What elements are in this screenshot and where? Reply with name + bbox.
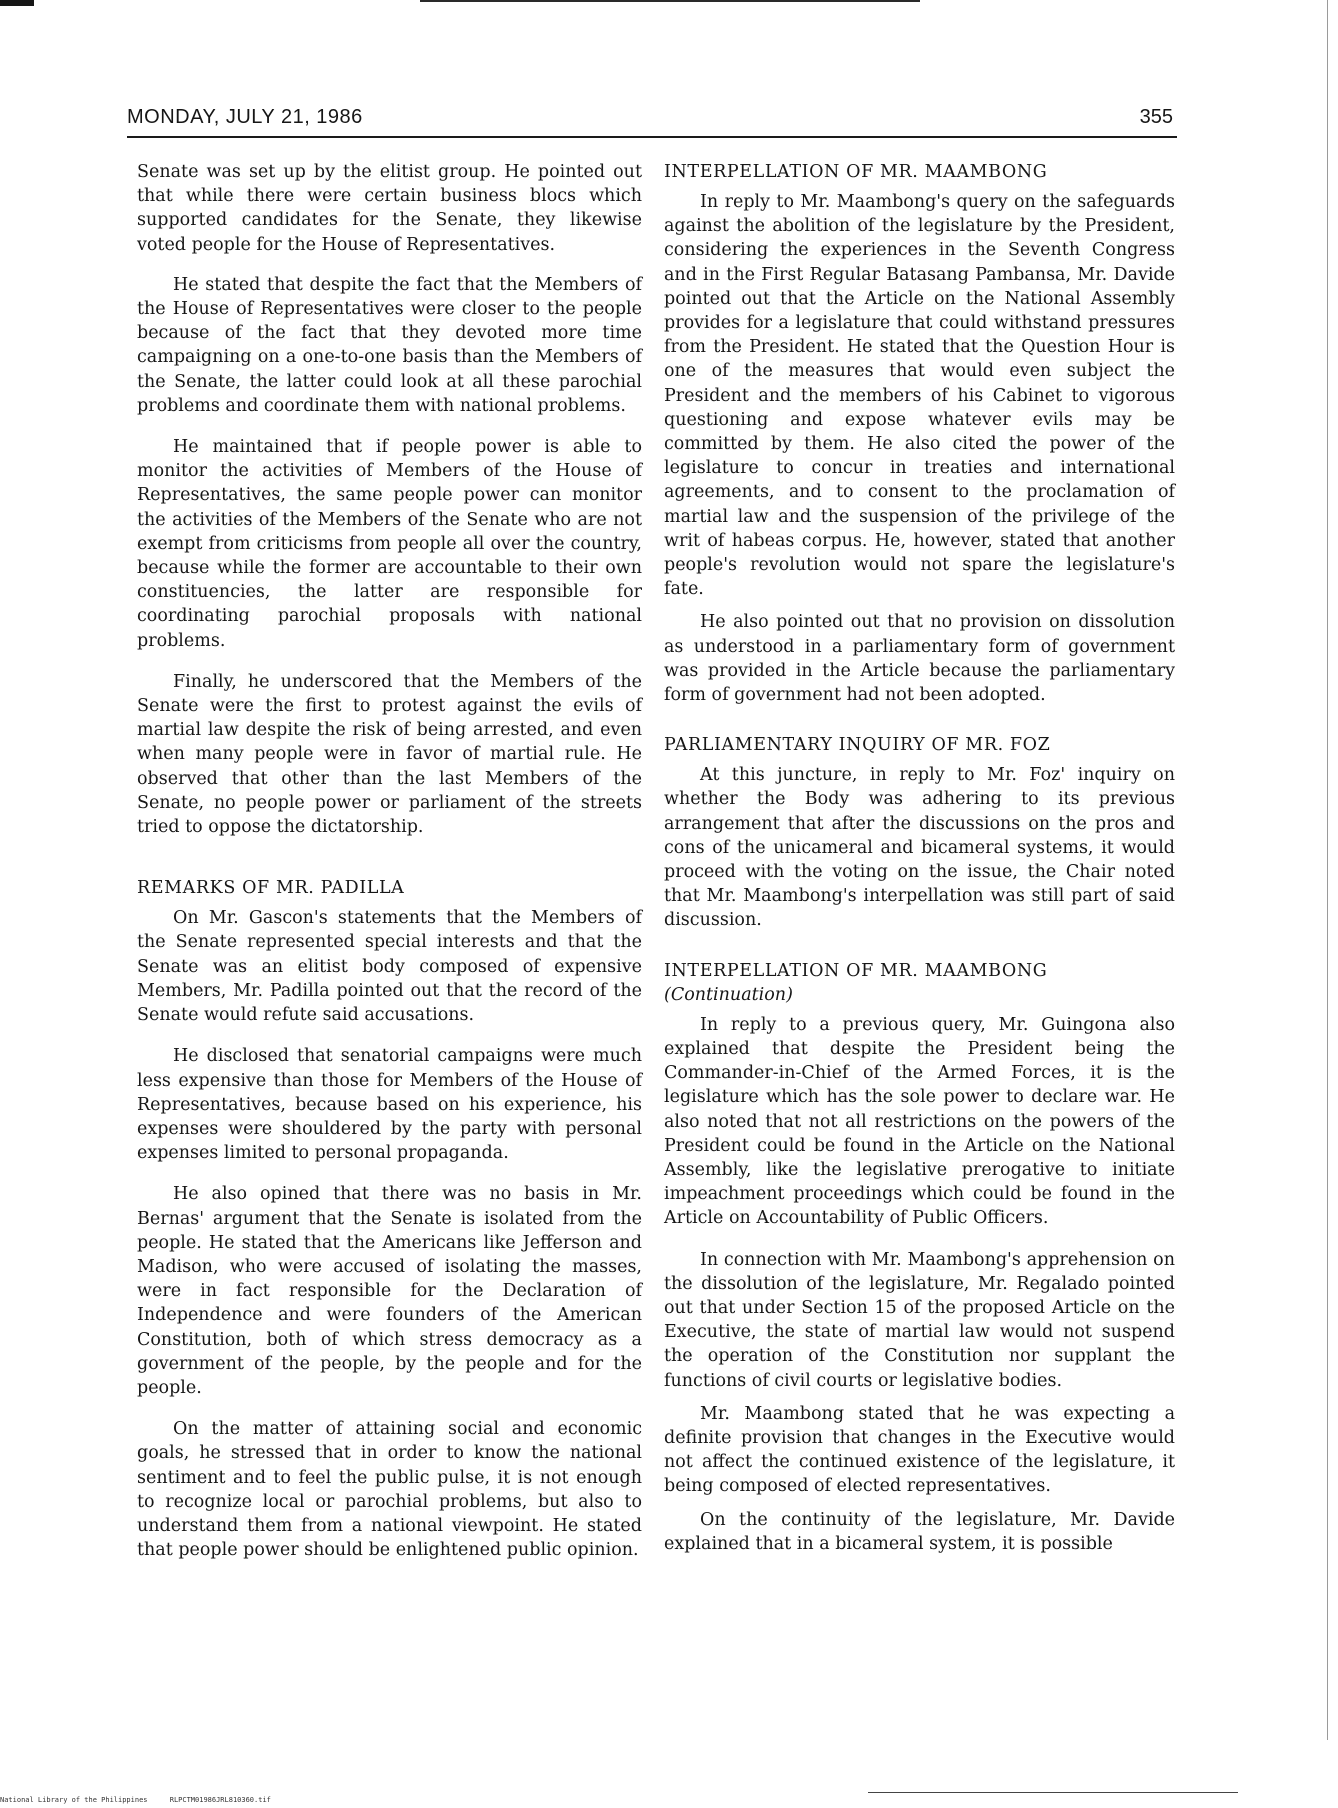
scan-edge-mark [0,0,34,6]
bottom-scan-rule [868,1792,1238,1793]
right-paragraph-3: At this juncture, in reply to Mr. Foz' inquiry on whether the Body was adhering to its previous arrangement that after the discussions on the pros and cons of the unicameral and bicameral systems, it would proceed with the voting on the issue, the Chair noted that Mr. Maambong's interpellation was still part of said discussion. [664,765,1175,931]
header-rule [127,136,1177,138]
right-paragraph-6: Mr. Maambong stated that he was expecting a definite provision that changes in the Executive would not affect the continued existence of the legislature, it being composed of elected representatives. [664,1403,1175,1497]
left-paragraph-8: On the matter of attaining social and economic goals, he stressed that in order to know the national sentiment and to feel the public pulse, it is not enough to recognize local or parochial problems, but also to understand them from a national viewpoint. He stated that people power should be enlightened public opinion. [137,1419,642,1561]
heading-interpellation-maambong: INTERPELLATION OF MR. MAAMBONG [664,162,1048,182]
right-paragraph-4: In reply to a previous query, Mr. Guingona also explained that despite the President being the Commander-in-Chief of the Armed Forces, it is the legislature which has the sole power to declare war. He also noted that not all restrictions on the powers of the President could be found in the Article on the National Assembly, like the legislative prerogative to initiate impeachment proceedings which could be found in the Article on Accountability of Public Officers. [664,1014,1175,1229]
left-paragraph-7: He also opined that there was no basis in Mr. Bernas' argument that the Senate is isolated from the people. He stated that the Americans like Jefferson and Madison, who were accused of isolating the masses, were in fact responsible for the Declaration of Independence and were founders of the American Constitution, both of which stress democracy as a government of the people, by the people and for the people. [137,1184,642,1398]
right-paragraph-5: In connection with Mr. Maambong's apprehension on the dissolution of the legislature, Mr. Regalado pointed out that under Section 15 of the proposed Article on the Executive, the state of martial law would not suspend the operation of the Constitution nor supplant the functions of civil courts or legislative bodies. [664,1249,1175,1391]
page-number: 355 [1139,106,1173,128]
left-paragraph-2: He stated that despite the fact that the Members of the House of Representatives were closer to the people because of the fact that they devoted more time campaigning on a one-to-one basis than the Members of the Senate, the latter could look at all these parochial problems and coordinate them with national problems. [137,274,642,416]
left-paragraph-4: Finally, he underscored that the Members of the Senate were the first to protest against the evils of martial law despite the risk of being arrested, and even when many people were in favor of martial rule. He observed that other than the last Members of the Senate, no people power or parliament of the streets tried to oppose the dictatorship. [137,671,642,838]
running-head-date: MONDAY, JULY 21, 1986 [127,106,363,128]
footer-library: National Library of the Philippines [0,1796,148,1804]
top-scan-rule [420,0,920,2]
heading-remarks-padilla: REMARKS OF MR. PADILLA [137,878,405,899]
section-gap [137,856,642,876]
scan-footer [0,1796,289,1804]
heading-parliamentary-inquiry-foz: PARLIAMENTARY INQUIRY OF MR. FOZ [664,735,1051,756]
heading-interpellation-maambong-continued: INTERPELLATION OF MR. MAAMBONG [664,960,1048,981]
right-paragraph-1: In reply to Mr. Maambong's query on the safeguards against the abolition of the legislature by the President, considering the experiences in the Seventh Congress and in the First Regular Batasang Pambansa, Mr. Davide pointed out that the Article on the National Assembly provides for a legislature that could withstand pressures from the President. He stated that the Question Hour is one of the measures that would even subject the President and the members of his Cabinet to vigorous questioning and expose whatever evils may be committed by them. He also cited the power of the legislature to concur in treaties and international agreements, and to consent to the proclamation of martial law and the suspension of the privilege of the writ of habeas corpus. He, however, stated that another people's revolution would not spare the legislature's fate. [664,192,1175,600]
right-paragraph-2: He also pointed out that no provision on dissolution as understood in a parliamentary form of government was provided in the Article because the parliamentary form of government had not been adopted. [664,612,1175,706]
footer-file-id: RLPCTM01986JRL810360.tif [169,1796,271,1804]
page-header [127,106,1173,136]
left-paragraph-1: Senate was set up by the elitist group. He pointed out that while there were certain business blocs which supported candidates for the Senate, they likewise voted people for the House of Representatives. [137,162,642,255]
right-column [664,160,1175,1565]
right-paragraph-7: On the continuity of the legislature, Mr. Davide explained that in a bicameral system, it is possible [664,1509,1175,1554]
right-scan-edge [1327,0,1328,1740]
left-paragraph-5: On Mr. Gascon's statements that the Members of the Senate represented special interests and that the Senate was an elitist body composed of expensive Members, Mr. Padilla pointed out that the record of the Senate would refute said accusations. [137,908,642,1026]
left-paragraph-3: He maintained that if people power is able to monitor the activities of Members of the House of Representatives, the same people power can monitor the activities of the Members of the Senate who are not exempt from criticisms from people all over the country, because while the former are accountable to their own constituencies, the latter are responsible for coordinating parochial proposals with national problems. [137,437,642,651]
left-column [137,160,642,1579]
continuation-label: (Continuation) [664,984,793,1005]
left-paragraph-6: He disclosed that senatorial campaigns were much less expensive than those for Members of the House of Representatives, because based on his experience, his expenses were shouldered by the party with personal expenses limited to personal propaganda. [137,1046,642,1164]
